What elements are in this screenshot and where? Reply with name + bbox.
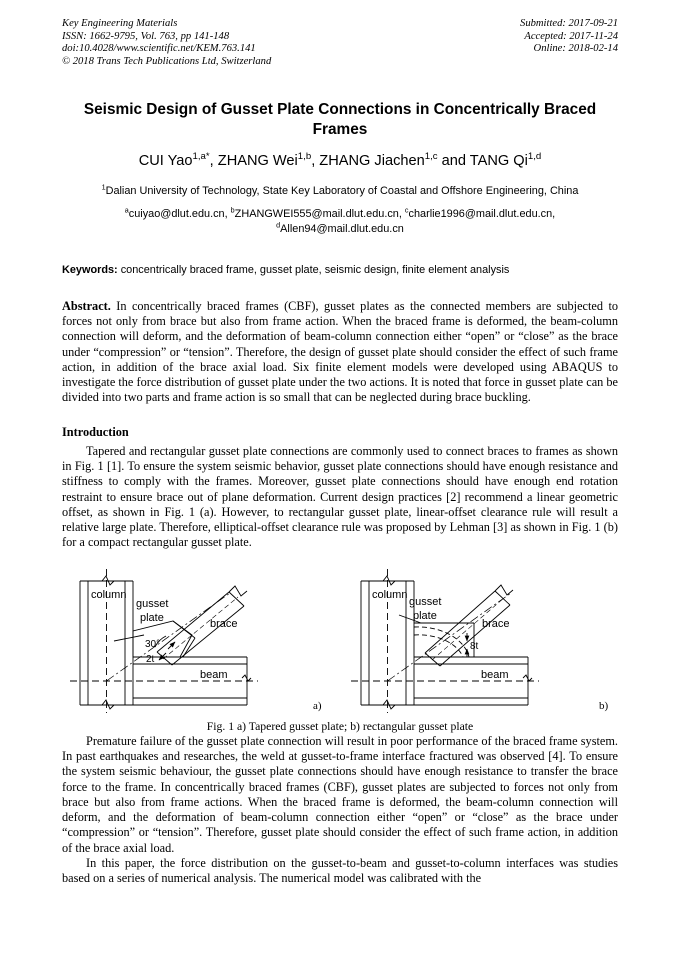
- figure-1-drawing: [62, 565, 618, 713]
- abstract-text: In concentrically braced frames (CBF), gusset plates as the connected members are subjected to forces not only from brace but also from frame action. When the braced frame is deformed, the beam-column connection will deform, and the deformation of beam-column connection either “open” or “close” as the brace under “compression” or “tension”. Therefore, the design of gusset plate should consider the effect of such frame action, in addition of the brace axial load. Six finite element models were developed using ABAQUS to investigate the force distribution of gusset plate under the two actions. It is noted that force in gusset plate can be divided into two parts and frame action is so small that can be neglected during brace buckling.: [62, 299, 619, 405]
- intro-paragraph-2: Premature failure of the gusset plate connection will result in poor performance of the braced frame system. In past earthquakes and researches, the weld at gusset-to-frame interface fractured was observed [4]. To ensure the system seismic behaviour, the gusset plate connections should have enough resistance to transfer the brace force to the frame. In concentrically braced frames (CBF), gusset plates are subjected to forces not only from brace but also from frame actions. When the braced frame is deformed, the beam-column connection will deform, and the deformation of beam-column connection either “open” or “close” as the brace under “compression” or “tension”. Therefore, gusset plate should consider the effect of such frame action, in addition of the brace axial load.: [62, 733, 618, 855]
- keywords-line: [62, 263, 618, 277]
- label-a-brace: brace: [210, 617, 238, 630]
- label-b-offset: 8t: [470, 640, 479, 652]
- page-content: [62, 18, 618, 887]
- abstract-block: [62, 299, 618, 405]
- keywords-label: Keywords:: [62, 264, 118, 276]
- figure-1-caption: Fig. 1 a) Tapered gusset plate; b) rectangular gusset plate: [206, 719, 474, 733]
- journal-dates: [520, 18, 618, 56]
- intro-paragraph-1: Tapered and rectangular gusset plate connections are commonly used to connect braces to frames as shown in Fig. 1 [1]. To ensure the system seismic behavior, gusset plate connections should have enough resistance and stiffness to comply with the frames. Moreover, gusset plate connections should have enough end rotation restraint to ensure brace out of plane deformation. Current design practices [2] recommend a linear geometric offset, as shown in Fig. 1 (a). However, to rectangular gusset plate, linear-offset clearance rule will result a relative large plate. Therefore, elliptical-offset clearance rule was proposed by Lehman [3] as shown in Fig. 1 (b) for a compact rectangular gusset plate.: [62, 443, 618, 550]
- date-submitted: Submitted: 2017-09-21: [520, 18, 618, 29]
- panel-a-tag: a): [313, 699, 322, 712]
- label-a-offset: 2t: [146, 653, 155, 665]
- label-b-gusset: gusset: [409, 595, 442, 608]
- panel-b-tag: b): [599, 699, 609, 712]
- journal-doi: doi:10.4028/www.scientific.net/KEM.763.141: [62, 43, 256, 55]
- journal-copyright: © 2018 Trans Tech Publications Ltd, Switzerland: [62, 55, 272, 67]
- label-b-beam: beam: [481, 668, 509, 681]
- author-emails: $^a$cuiyao@dlut.edu.cn, $^b$ZHANGWEI555@mail.dlut.edu.cn, $^c$charlie1996@mail.dlut.edu.cn, $^d$Allen94@mail.dlut.edu.cn: [124, 205, 556, 235]
- journal-masthead: [62, 18, 271, 68]
- date-accepted: Accepted: 2017-11-24: [524, 30, 618, 42]
- label-a-plate: plate: [140, 611, 164, 624]
- keywords-value: concentrically braced frame, gusset plate, seismic design, finite element analysis: [120, 264, 510, 276]
- figure-1: [62, 565, 618, 713]
- label-b-plate: plate: [413, 609, 437, 622]
- label-b-column: column: [372, 588, 408, 601]
- label-b-brace: brace: [482, 617, 510, 630]
- date-online: Online: 2018-02-14: [533, 43, 618, 55]
- section-heading-introduction: Introduction: [62, 425, 129, 440]
- label-a-gusset: gusset: [136, 597, 169, 610]
- author-list: CUI Yao$^{1,a*}$, ZHANG Wei$^{1,b}$, ZHANG Jiachen$^{1,c}$ and TANG Qi$^{1,d}$: [138, 151, 542, 169]
- journal-name: Key Engineering Materials: [62, 18, 178, 29]
- label-a-beam: beam: [200, 668, 228, 681]
- affiliation: $^1$Dalian University of Technology, State Key Laboratory of Coastal and Offshore Engineering, China: [101, 182, 579, 197]
- journal-header: [62, 18, 618, 80]
- intro-paragraph-3: In this paper, the force distribution on the gusset-to-beam and gusset-to-column interfaces was studies based on a series of numerical analysis. The numerical model was calibrated with the: [62, 856, 618, 886]
- label-a-column: column: [91, 588, 127, 601]
- journal-issn: ISSN: 1662-9795, Vol. 763, pp 141-148: [62, 30, 230, 42]
- abstract-label: Abstract.: [62, 299, 111, 313]
- label-a-angle: 30°: [145, 638, 161, 650]
- page-title: Seismic Design of Gusset Plate Connections in Concentrically Braced Frames: [83, 101, 597, 138]
